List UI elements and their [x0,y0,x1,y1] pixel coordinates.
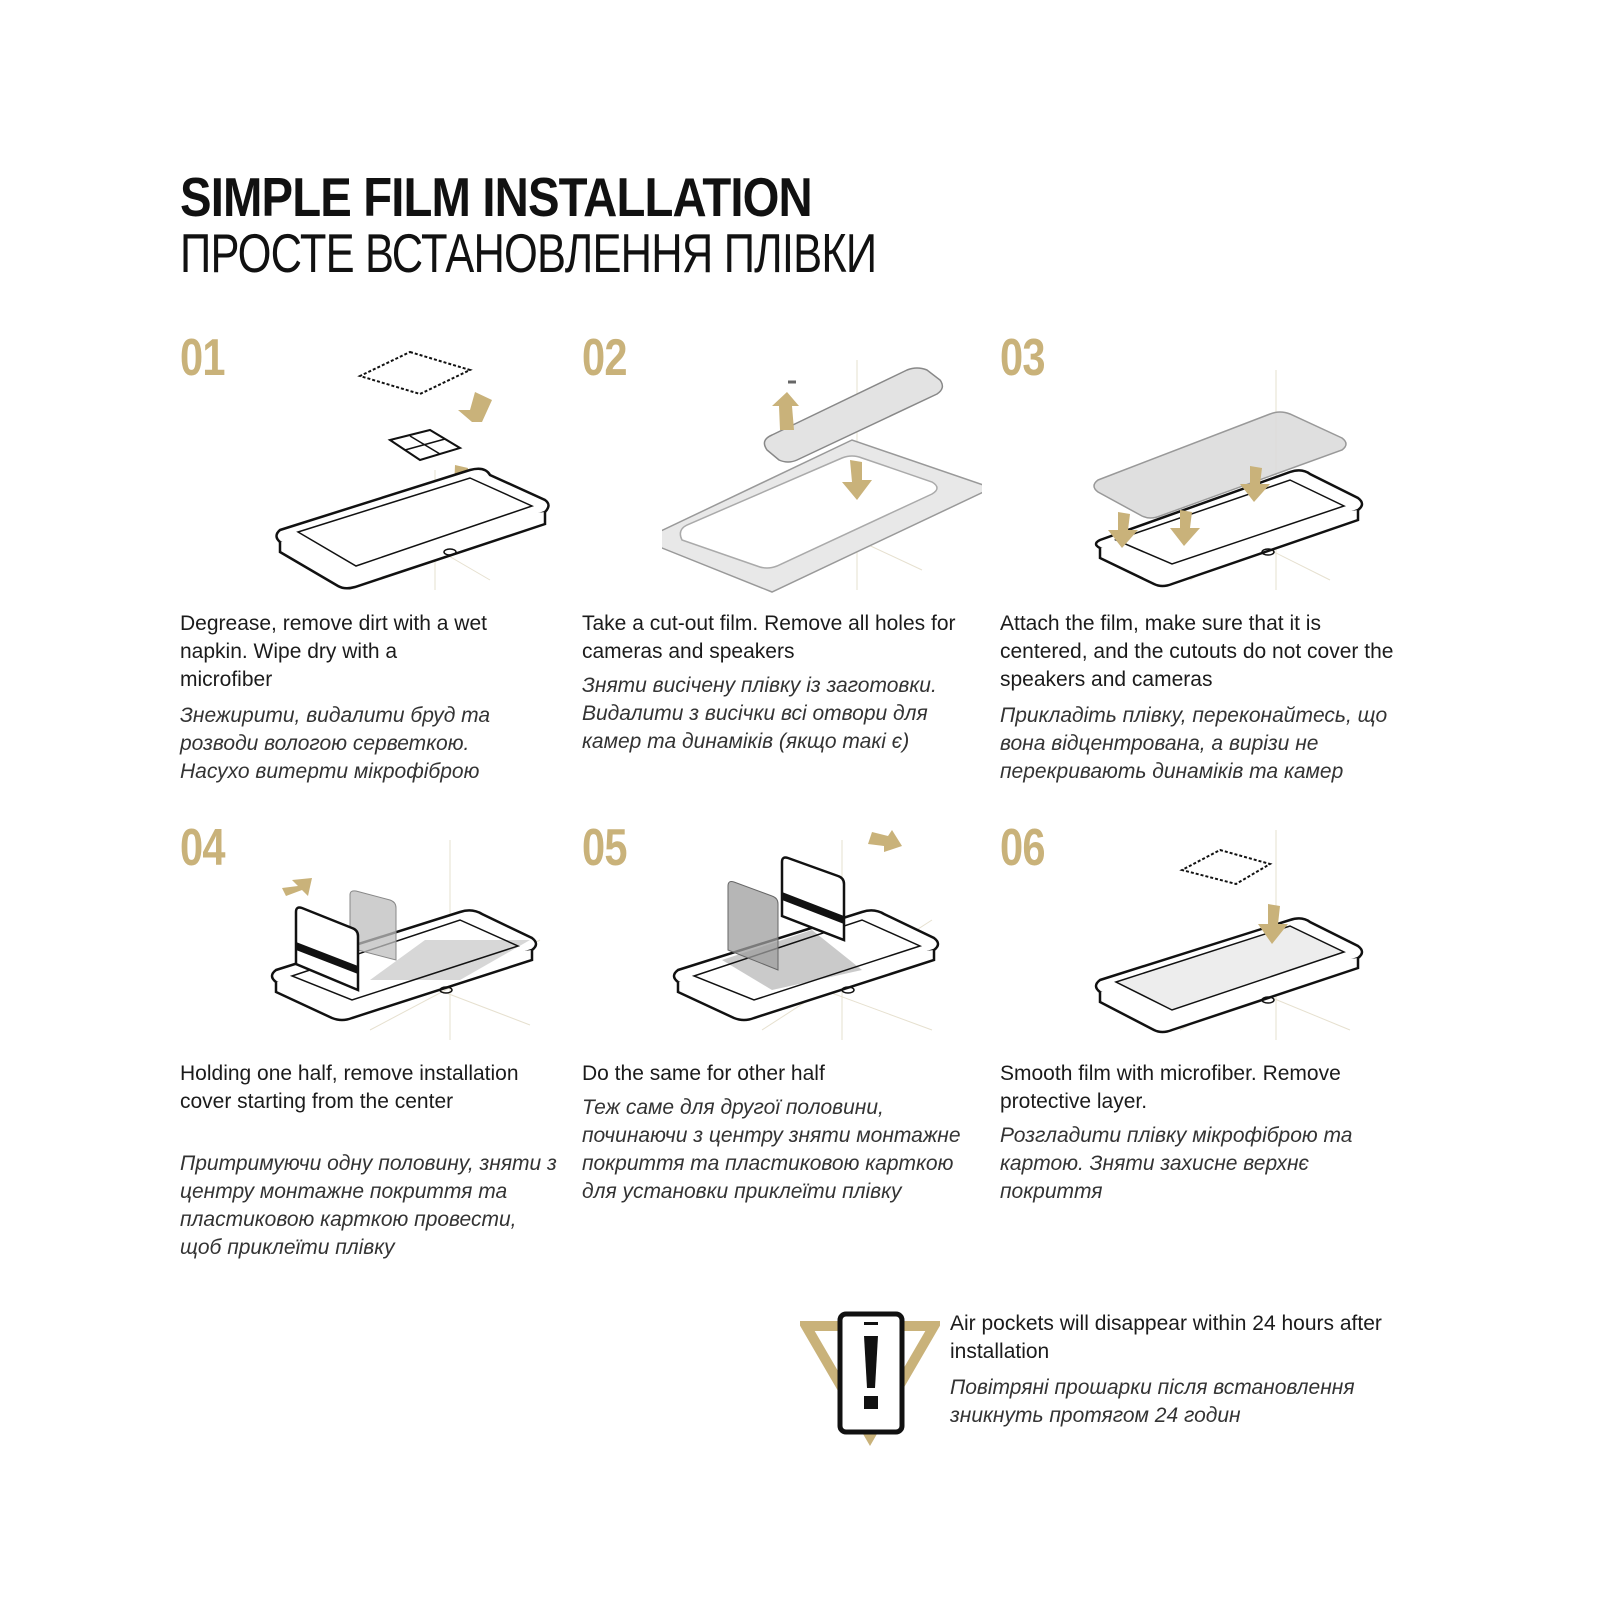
step-02 [582,330,972,790]
step-number: 01 [180,329,225,387]
step-text-en: Take a cut-out film. Remove all holes for cameras and speakers [582,612,956,663]
step-text-ua: Розгладити плівку мікрофіброю та картою. Зняти захисне верхнє покриття [1000,1124,1353,1203]
step-text-ua: Зняти висічену плівку із заготовки. Видалити з висічки всі отвори для камер та динаміків (якщо такі є) [582,674,937,753]
step-number: 05 [582,819,627,877]
cut-out-film-remove-icon [662,330,982,600]
step-06 [1000,820,1390,1270]
microfiber-cloth-wipe-phone-icon [260,330,580,600]
warning-text-en: Air pockets will disappear within 24 hours after installation [950,1312,1382,1363]
step-text-ua: Прикладіть плівку, переконайтесь, що вона відцентрована, а вирізи не перекривають динаміків та камер [1000,704,1388,783]
step-01 [180,330,570,790]
step-text-en: Do the same for other half [582,1062,825,1085]
page-title-en: SIMPLE FILM INSTALLATION [180,166,812,228]
warning-note [800,1310,1400,1450]
attach-film-phone-icon [1080,330,1400,600]
step-number: 04 [180,819,225,877]
step-text-en: Smooth film with microfiber. Remove protective layer. [1000,1062,1341,1113]
remove-cover-half-icon [260,820,580,1050]
phone-warning-triangle-icon [800,1310,940,1450]
step-05 [582,820,972,1270]
step-number: 02 [582,329,627,387]
step-text-ua: Теж саме для другої половини, починаючи з центру зняти монтажне покриття та пластиковою карткою для установки приклеїти плівку [582,1096,961,1203]
step-text-ua: Притримуючи одну половину, зняти з центру монтажне покриття та пластиковою карткою провести, щоб приклеїти плівку [180,1152,557,1259]
step-text-en: Attach the film, make sure that it is centered, and the cutouts do not cover the speakers and cameras [1000,612,1394,691]
step-text-en: Holding one half, remove installation cover starting from the center [180,1062,519,1113]
step-number: 06 [1000,819,1045,877]
smooth-film-microfiber-icon [1080,820,1400,1050]
page-title-ua: ПРОСТЕ ВСТАНОВЛЕННЯ ПЛІВКИ [180,222,877,284]
step-03 [1000,329,1394,790]
warning-text-ua: Повітряні прошарки після встановлення зникнуть протягом 24 годин [950,1376,1355,1427]
step-number: 03 [1000,329,1045,387]
step-text-en: Degrease, remove dirt with a wet napkin. Wipe dry with a microfiber [180,612,487,691]
step-text-ua: Знежирити, видалити бруд та розводи вологою серветкою. Насухо витерти мікрофіброю [180,704,491,783]
step-04 [180,820,570,1270]
remove-cover-other-half-icon [662,820,982,1050]
